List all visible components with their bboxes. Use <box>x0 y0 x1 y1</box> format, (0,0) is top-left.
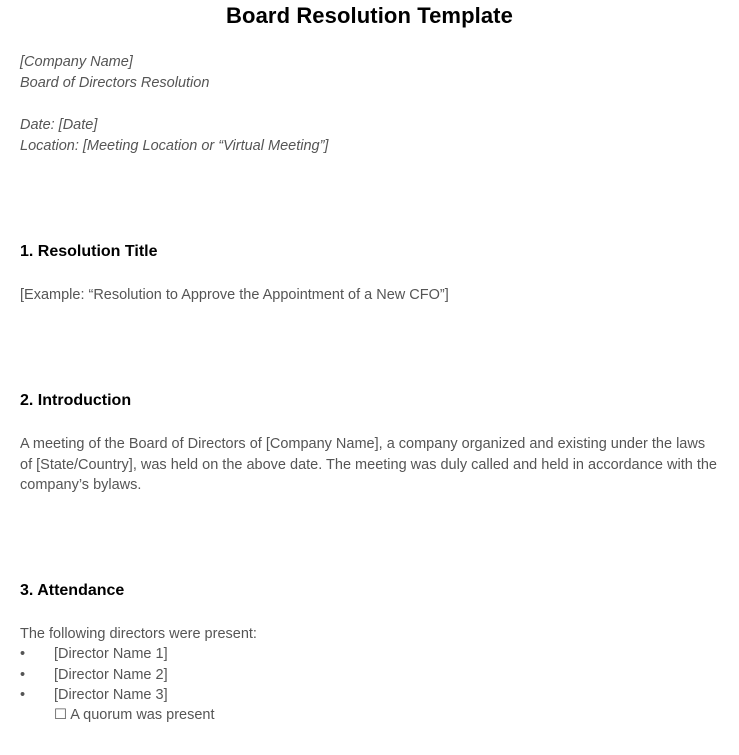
resolution-label: Board of Directors Resolution <box>20 75 210 91</box>
quorum-line <box>54 705 215 726</box>
checkbox-icon[interactable]: ☐ <box>54 707 67 723</box>
meeting-location: Location: [Meeting Location or “Virtual Meeting”] <box>20 138 329 154</box>
bullet-icon: • <box>20 687 26 703</box>
section-heading-introduction: 2. Introduction <box>20 392 132 409</box>
bullet-icon: • <box>20 667 26 683</box>
attendance-intro: The following directors were present: <box>20 626 257 642</box>
company-name-placeholder: [Company Name] <box>20 54 133 70</box>
meeting-date: Date: [Date] <box>20 117 98 133</box>
document-title: Board Resolution Template <box>226 3 513 28</box>
director-name-1: [Director Name 1] <box>54 646 168 662</box>
section-heading-resolution-title: 1. Resolution Title <box>20 243 158 260</box>
quorum-text: A quorum was present <box>70 707 215 723</box>
introduction-paragraph: A meeting of the Board of Directors of [Company Name], a company organized and existing under the laws of [State/Country], was held on the above date. The meeting was duly called and held in accordance with the company’s bylaws. <box>20 436 717 493</box>
section-heading-attendance: 3. Attendance <box>20 582 125 599</box>
resolution-title-example: [Example: “Resolution to Approve the Appointment of a New CFO”] <box>20 287 449 303</box>
bullet-icon: • <box>20 646 26 662</box>
director-name-2: [Director Name 2] <box>54 667 168 683</box>
director-name-3: [Director Name 3] <box>54 687 168 703</box>
